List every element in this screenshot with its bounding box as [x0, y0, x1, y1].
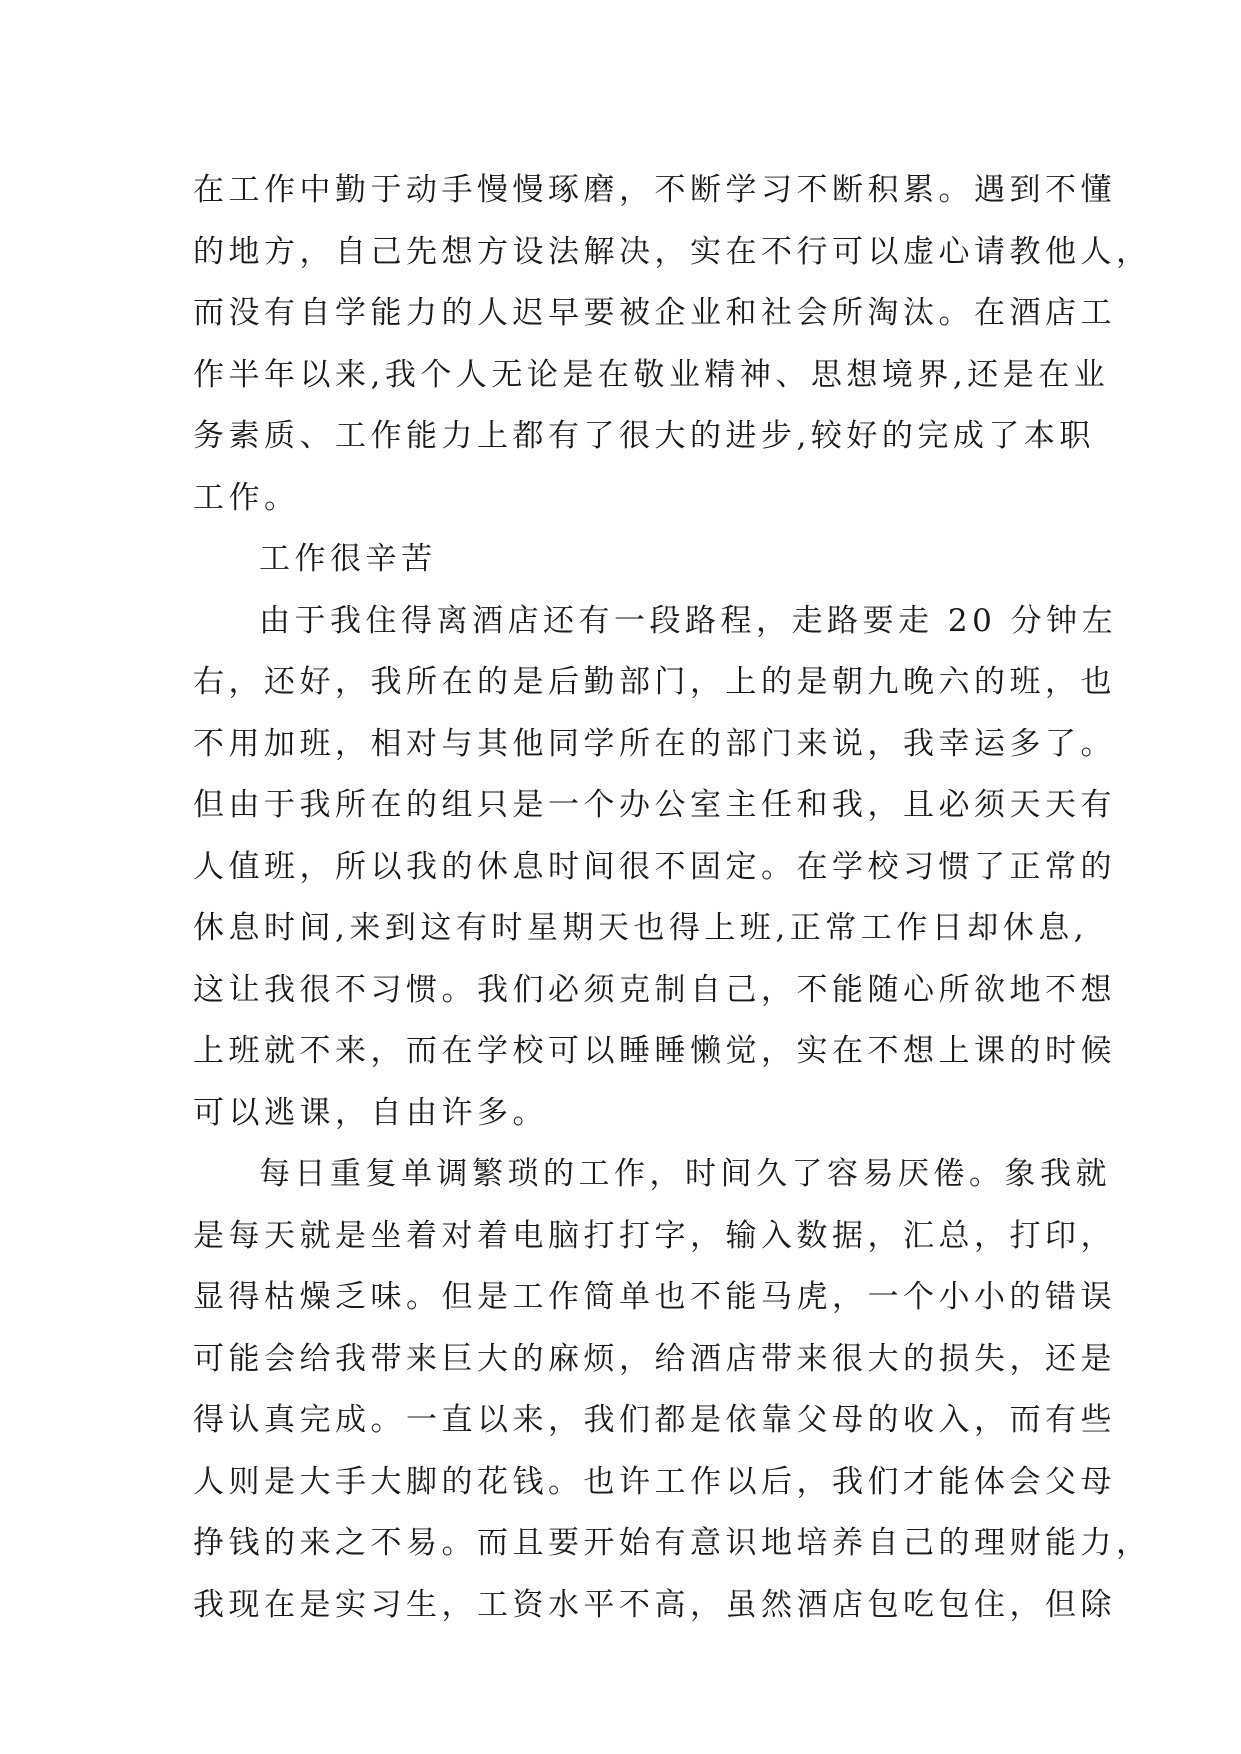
- text-line: 挣钱的来之不易。而且要开始有意识地培养自己的理财能力，: [193, 1525, 1152, 1561]
- text-line: 我现在是实习生，工资水平不高，虽然酒店包吃包住，但除: [193, 1586, 1116, 1623]
- text-line: 每日重复单调繁琐的工作，时间久了容易厌倦。象我就: [259, 1156, 1111, 1192]
- document-body: [193, 160, 1152, 1636]
- text-line: 得认真完成。一直以来，我们都是依靠父母的收入，而有些: [193, 1402, 1116, 1438]
- section-heading: 工作很辛苦: [259, 541, 437, 577]
- text-line: 右，还好，我所在的是后勤部门，上的是朝九晚六的班，也: [193, 664, 1116, 700]
- text-line: 工作。: [193, 479, 300, 516]
- text-line: 可能会给我带来巨大的麻烦，给酒店带来很大的损失，还是: [193, 1340, 1116, 1377]
- text-line: 人则是大手大脚的花钱。也许工作以后，我们才能体会父母: [193, 1463, 1116, 1500]
- text-line: 务素质、工作能力上都有了很大的进步,较好的完成了本职: [193, 418, 1095, 454]
- text-line: 这让我很不习惯。我们必须克制自己，不能随心所欲地不想: [193, 971, 1116, 1008]
- text-line: 但由于我所在的组只是一个办公室主任和我，且必须天天有: [193, 787, 1116, 823]
- text-line: 是每天就是坐着对着电脑打打字，输入数据，汇总，打印，: [193, 1217, 1116, 1254]
- text-line: 由于我住得离酒店还有一段路程，走路要走 20 分钟左: [259, 602, 1118, 639]
- text-line: 的地方，自己先想方设法解决，实在不行可以虚心请教他人，: [193, 233, 1152, 270]
- text-line: 作半年以来,我个人无论是在敬业精神、思想境界,还是在业: [193, 356, 1110, 393]
- text-line: 上班就不来，而在学校可以睡睡懒觉，实在不想上课的时候: [193, 1033, 1116, 1069]
- text-line: 可以逃课，自由许多。: [193, 1094, 548, 1131]
- text-line: 不用加班，相对与其他同学所在的部门来说，我幸运多了。: [193, 725, 1116, 762]
- text-line: 休息时间,来到这有时星期天也得上班,正常工作日却休息,: [193, 910, 1089, 946]
- text-line: 显得枯燥乏味。但是工作简单也不能马虎，一个小小的错误: [193, 1279, 1116, 1315]
- text-line: 而没有自学能力的人迟早要被企业和社会所淘汰。在酒店工: [193, 295, 1116, 331]
- text-line: 人值班，所以我的休息时间很不固定。在学校习惯了正常的: [193, 848, 1116, 885]
- text-line: 在工作中勤于动手慢慢琢磨，不断学习不断积累。遇到不懂: [193, 172, 1116, 208]
